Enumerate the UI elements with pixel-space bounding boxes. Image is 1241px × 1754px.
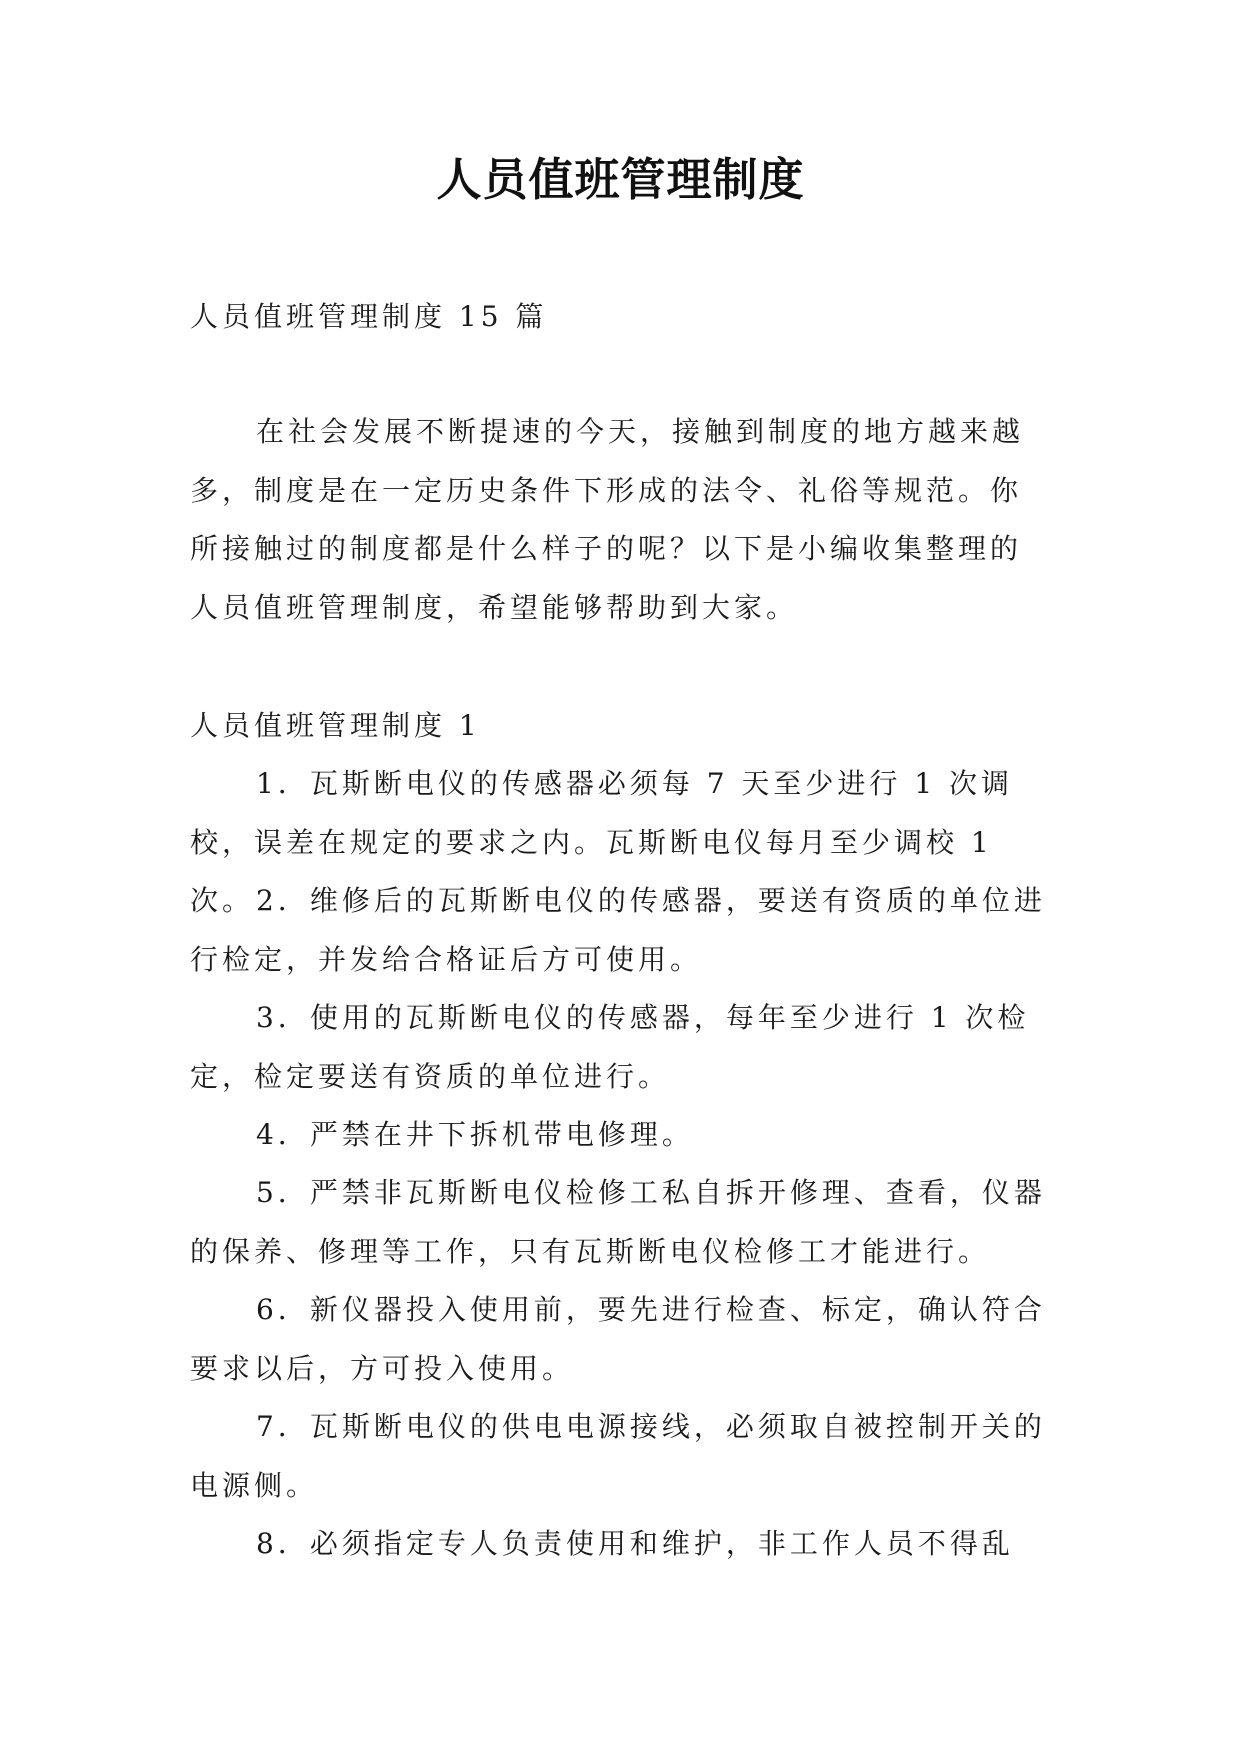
section-heading: 人员值班管理制度 1 (190, 709, 481, 742)
rule-item-4: 4．严禁在井下拆机带电修理。 (256, 1118, 694, 1151)
rule-item-3: 3．使用的瓦斯断电仪的传感器，每年至少进行 1 次检定，检定要送有资质的单位进行。 (190, 1001, 1030, 1093)
rule-item-2: 2．维修后的瓦斯断电仪的传感器，要送有资质的单位进行检定，并发给合格证后方可使用。 (190, 884, 1046, 976)
rule-item-1: 1．瓦斯断电仪的传感器必须每 7 天至少进行 1 次调校，误差在规定的要求之内。瓦斯断电仪每月至少调校 1 次。 (190, 767, 1014, 917)
document-subtitle: 人员值班管理制度 15 篇 (190, 300, 548, 333)
intro-paragraph: 在社会发展不断提速的今天，接触到制度的地方越来越多，制度是在一定历史条件下形成的法令、礼俗等规范。你所接触过的制度都是什么样子的呢？以下是小编收集整理的人员值班管理制度，希望能够帮助到大家。 (190, 415, 1025, 624)
rule-item-7: 7．瓦斯断电仪的供电电源接线，必须取自被控制开关的电源侧。 (190, 1410, 1046, 1502)
rule-item-8: 8．必须指定专人负责使用和维护，非工作人员不得乱 (256, 1527, 1014, 1560)
rule-item-5: 5．严禁非瓦斯断电仪检修工私自拆开修理、查看，仪器的保养、修理等工作，只有瓦斯断电仪检修工才能进行。 (190, 1176, 1046, 1268)
document-title: 人员值班管理制度 (436, 153, 805, 206)
rule-item-6: 6．新仪器投入使用前，要先进行检查、标定，确认符合要求以后，方可投入使用。 (190, 1293, 1046, 1385)
